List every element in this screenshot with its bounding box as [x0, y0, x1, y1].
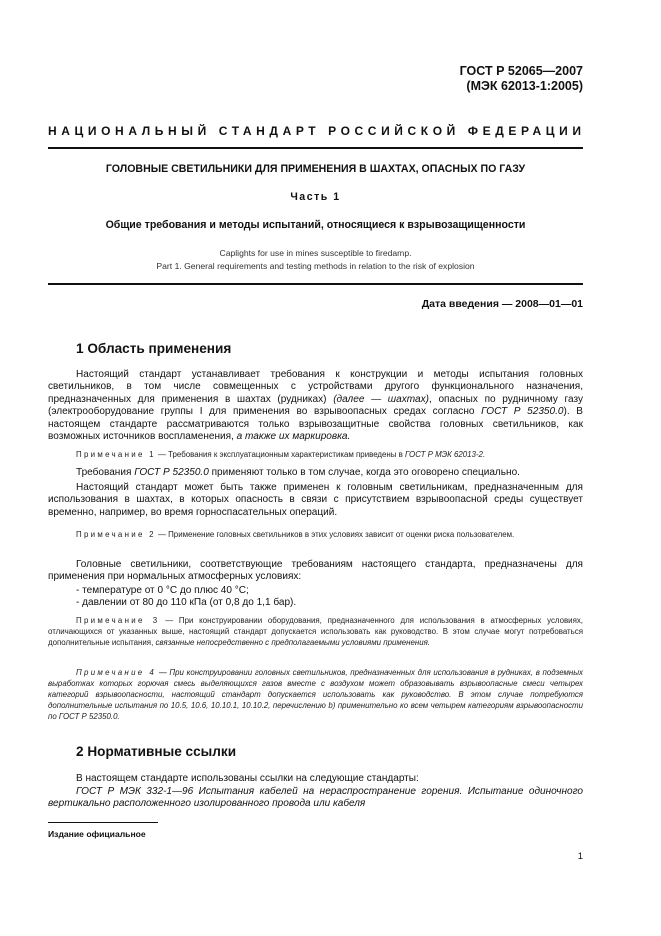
english-title: [48, 247, 583, 273]
english-title-line1: Caplights for use in mines susceptible to firedamp.: [219, 248, 412, 258]
note-4: Примечание 4 — При конструировании головных светильников, предназначенных для использования в рудниках, в подземных выработках которых горючая смесь выделяющихся газов вместе с воздухом может образовывать взрывоопасные смеси четырех категорий взрывоопасности, настоящий стандарт допускается использовать как руководство. В этом случае потребуются дополнительные испытания по 10.5, 10.6, 10.10.1, 10.10.2, перечислению b) применительно ко всем четырем категориям взрывоопасности по ГОСТ Р 52350.0.: [48, 668, 583, 721]
section-1-paragraph-1: Настоящий стандарт устанавливает требования к конструкции и методы испытания головных светильников, в том числе совмещенных с устройствами другого функционального назначения, предназначенных для применения в шахтах (рудниках) (далее — шахтах), опасных по рудничному газу (электрооборудование группы I для применения во взрывоопасных средах согласно ГОСТ Р 52350.0). В настоящем стандарте рассматриваются только взрывозащитные свойства головных светильников, как возможных источников воспламенения, а также их маркировка.: [48, 369, 583, 443]
list-item: - давлении от 80 до 110 кПа (от 0,8 до 1,1 бар).: [76, 597, 297, 609]
note-2: Примечание 2 — Применение головных светильников в этих условиях зависит от оценки риска пользователем.: [76, 530, 515, 539]
normative-reference-1: ГОСТ Р МЭК 332-1—96 Испытания кабелей на нераспространение горения. Испытание одиночного вертикально расположенного изолированного провода или кабеля: [48, 786, 584, 810]
standard-code-line1: ГОСТ Р 52065—2007: [459, 64, 583, 78]
section-1-paragraph-4: Головные светильники, соответствующие требованиям настоящего стандарта, предназначены для применения при нормальных атмосферных условиях:: [48, 559, 583, 583]
standard-code-line2: (МЭК 62013-1:2005): [466, 79, 583, 93]
top-divider: [48, 147, 583, 149]
title-divider: [48, 283, 583, 285]
national-standard-heading: НАЦИОНАЛЬНЫЙ СТАНДАРТ РОССИЙСКОЙ ФЕДЕРАЦИИ: [48, 124, 586, 138]
conditions-list: [76, 585, 296, 610]
section-1-heading: 1 Область применения: [76, 341, 232, 356]
document-title: ГОЛОВНЫЕ СВЕТИЛЬНИКИ ДЛЯ ПРИМЕНЕНИЯ В ШАХТАХ, ОПАСНЫХ ПО ГАЗУ: [105, 163, 526, 175]
list-item: - температуре от 0 °С до плюс 40 °С;: [76, 585, 249, 596]
page-number: 1: [577, 851, 583, 862]
note-1: Примечание 1 — Требования к эксплуатационным характеристикам приведены в ГОСТ Р МЭК 62013-2.: [76, 450, 486, 459]
date-of-introduction: Дата введения — 2008—01—01: [421, 298, 583, 310]
section-1-paragraph-2: Требования ГОСТ Р 52350.0 применяют только в том случае, когда это оговорено специально.: [76, 467, 520, 478]
document-subtitle: Общие требования и методы испытаний, относящиеся к взрывозащищенности: [105, 219, 526, 231]
english-title-line2: Part 1. General requirements and testing methods in relation to the risk of explosion: [156, 261, 475, 271]
part-label: Часть 1: [290, 191, 341, 203]
note-3: Примечание 3 — При конструировании оборудования, предназначенного для использования в атмосферных условиях, отличающихся от указанных выше, настоящий стандарт допускается использовать как руководство. В этом случае могут потребоваться дополнительные испытания, связанные непосредственно с предполагаемыми условиями применения.: [48, 616, 583, 647]
section-2-paragraph-1: В настоящем стандарте использованы ссылки на следующие стандарты:: [76, 773, 419, 784]
footer-divider: [48, 822, 158, 823]
edition-label: Издание официальное: [48, 829, 146, 839]
section-2-heading: 2 Нормативные ссылки: [76, 744, 237, 759]
section-1-paragraph-3: Настоящий стандарт может быть также применен к головным светильникам, предназначенным для использования в шахтах, в которых опасность в связи с присутствием взрывоопасной среды существует временно, например, во время горноспасательных операций.: [48, 482, 583, 518]
standard-code: [460, 64, 583, 94]
